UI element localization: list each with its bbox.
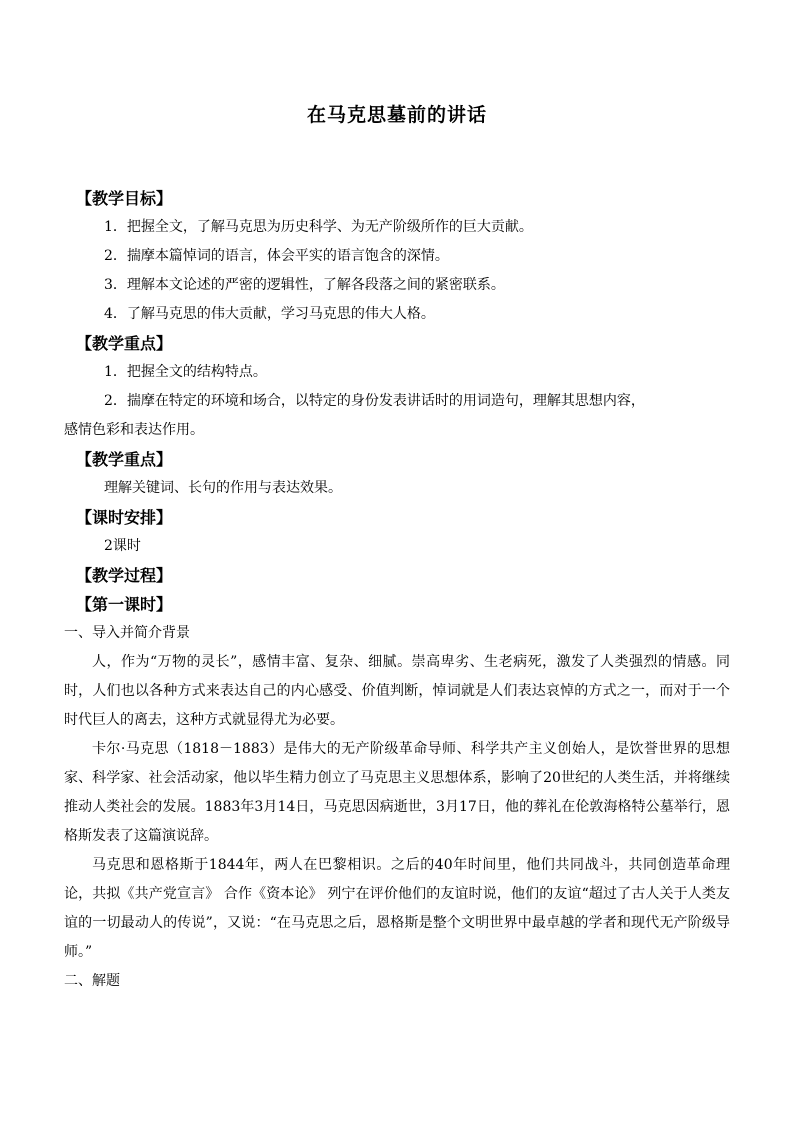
difficulties-text: 理解关键词、长句的作用与表达效果。 xyxy=(104,480,342,496)
document-body xyxy=(64,184,730,996)
difficulties-heading: 【教学重点】 xyxy=(76,450,173,469)
objective-item: 3．理解本文论述的严密的逻辑性，了解各段落之间的紧密联系。 xyxy=(104,277,505,293)
section-two-heading: 二、解题 xyxy=(64,973,120,989)
key-point-item: 1．把握全文的结构特点。 xyxy=(104,364,267,380)
schedule-heading: 【课时安排】 xyxy=(76,508,173,527)
key-points-heading: 【教学重点】 xyxy=(76,334,173,353)
objectives-heading: 【教学目标】 xyxy=(76,189,173,208)
body-paragraph: 卡尔·马克思（1818－1883）是伟大的无产阶级革命导师、科学共产主义创始人，是饮誉世界的思想家、科学家、社会活动家，他以毕生精力创立了马克思主义思想体系，影响了20世纪的人类生活，并将继续推动人类社会的发展。1883年3月14日，马克思因病逝世，3月17日，他的葬礼在伦敦海格特公墓举行，恩格斯发表了这篇演说辞。 xyxy=(64,741,730,844)
key-point-item-continuation: 感情色彩和表达作用。 xyxy=(64,422,204,438)
body-paragraph: 人，作为“万物的灵长”，感情丰富、复杂、细腻。崇高卑劣、生老病死，激发了人类强烈的情感。同时，人们也以各种方式来表达自己的内心感受、价值判断，悼词就是人们表达哀悼的方式之一，而对于一个时代巨人的离去，这种方式就显得尤为必要。 xyxy=(64,654,730,728)
objective-item: 4．了解马克思的伟大贡献，学习马克思的伟大人格。 xyxy=(104,306,435,322)
body-paragraph: 马克思和恩格斯于1844年，两人在巴黎相识。之后的40年时间里，他们共同战斗，共同创造革命理论，共拟《共产党宣言》 合作《资本论》 列宁在评价他们的友谊时说，他们的友谊“超过了古人关于人类友谊的一切最动人的传说”，又说：“在马克思之后，恩格斯是整个文明世界中最卓越的学者和现代无产阶级导师。” xyxy=(64,857,730,960)
key-point-item: 2．揣摩在特定的环境和场合，以特定的身份发表讲话时的用词造句，理解其思想内容， xyxy=(104,393,645,409)
objective-item: 2．揣摩本篇悼词的语言，体会平实的语言饱含的深情。 xyxy=(104,248,449,264)
objective-item: 1．把握全文，了解马克思为历史科学、为无产阶级所作的巨大贡献。 xyxy=(104,219,533,235)
document-title: 在马克思墓前的讲话 xyxy=(306,104,487,126)
section-one-heading: 一、导入并简介背景 xyxy=(64,625,190,641)
first-lesson-heading: 【第一课时】 xyxy=(76,595,173,614)
schedule-text: 2课时 xyxy=(104,538,141,554)
process-heading: 【教学过程】 xyxy=(76,566,173,585)
